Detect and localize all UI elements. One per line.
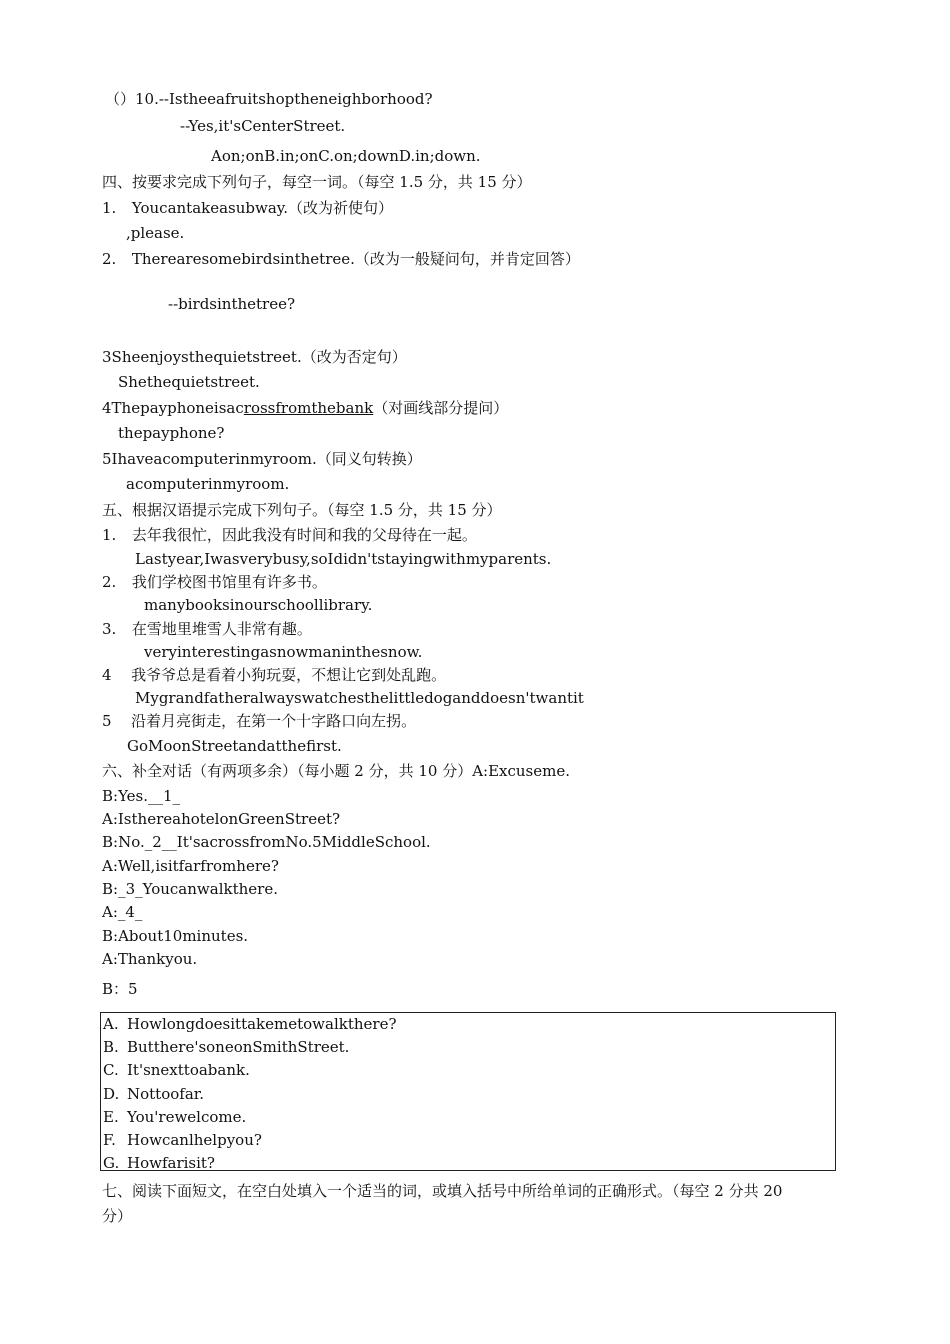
s4-item-4 [102, 398, 508, 418]
options-box [100, 1012, 836, 1171]
item-number: 5 [102, 712, 112, 730]
s5-item-5-en: GoMoonStreetandatthefirst. [127, 737, 342, 755]
option-letter: A. [103, 1015, 119, 1033]
item-chinese: 我爷爷总是看着小狗玩耍，不想让它到处乱跑。 [131, 666, 447, 684]
s4-item-2 [102, 249, 580, 269]
section7-heading-cont: 分） [102, 1207, 133, 1225]
item-text: Youcantakeasubway.（改为祈使句） [131, 199, 394, 217]
option-text: Howcanlhelpyou? [127, 1131, 262, 1149]
option-letter: B. [103, 1038, 119, 1056]
item-text: Therearesomebirdsinthetree.（改为一般疑问句，并肯定回答） [131, 250, 580, 268]
dialogue-line: B:About10minutes. [102, 927, 249, 945]
s5-item-4-cn [102, 665, 446, 685]
s5-item-1-cn [102, 525, 477, 545]
option-text: Nottoofar. [127, 1085, 205, 1103]
item-text-pre: 4Thepayphoneisac [102, 399, 244, 417]
s5-item-5-cn [102, 711, 416, 731]
option-letter: F. [103, 1131, 116, 1149]
option-d [103, 1084, 204, 1104]
dialogue-line: A:Well,isitfarfromhere? [102, 857, 279, 875]
item-number: 1. [102, 199, 117, 217]
item-number: 2. [102, 573, 117, 591]
s4-item-4-answer: thepayphone? [118, 424, 225, 442]
option-e [103, 1107, 246, 1127]
dialogue-line: B：5 [102, 980, 138, 998]
dialogue-line: B:No._2__It'sacrossfromNo.5MiddleSchool. [102, 833, 431, 851]
s5-item-3-en: veryinterestingasnowmaninthesnow. [144, 643, 423, 661]
option-text: It'snexttoabank. [127, 1061, 250, 1079]
item-chinese: 我们学校图书馆里有许多书。 [131, 573, 327, 591]
q10-answer-line: --Yes,it'sCenterStreet. [180, 117, 346, 135]
option-letter: C. [103, 1061, 119, 1079]
dialogue-line: B:_3_Youcanwalkthere. [102, 880, 278, 898]
section6-heading: 六、补全对话（有两项多余）（每小题 2 分，共 10 分）A:Excuseme. [102, 762, 571, 780]
item-chinese: 去年我很忙，因此我没有时间和我的父母待在一起。 [131, 526, 477, 544]
dialogue-line: A:Thankyou. [102, 950, 198, 968]
item-number: 1. [102, 526, 117, 544]
section4-heading: 四、按要求完成下列句子，每空一词。（每空 1.5 分，共 15 分） [102, 173, 532, 191]
item-number: 3. [102, 620, 117, 638]
s4-item-1 [102, 198, 393, 218]
option-text: Howlongdoesittakemetowalkthere? [127, 1015, 397, 1033]
s4-item-2-answer: --birdsinthetree? [168, 295, 296, 313]
option-letter: E. [103, 1108, 119, 1126]
item-number: 2. [102, 250, 117, 268]
item-chinese: 在雪地里堆雪人非常有趣。 [131, 620, 312, 638]
option-text: You'rewelcome. [127, 1108, 247, 1126]
s5-item-2-cn [102, 572, 327, 592]
underlined-phrase: rossfromthebank [243, 399, 374, 417]
section7-heading: 七、阅读下面短文，在空白处填入一个适当的词，或填入括号中所给单词的正确形式。（每空 2 分共 20 [102, 1182, 783, 1200]
s5-item-2-en: manybooksinourschoollibrary. [144, 596, 373, 614]
option-text: Howfarisit? [127, 1154, 215, 1172]
option-g [103, 1153, 215, 1173]
option-letter: G. [103, 1154, 120, 1172]
option-letter: D. [103, 1085, 120, 1103]
item-number: 4 [102, 666, 112, 684]
q10-options: Aon;onB.in;onC.on;downD.in;down. [211, 147, 481, 165]
option-a [103, 1014, 397, 1034]
dialogue-line: A:IsthereahotelonGreenStreet? [102, 810, 341, 828]
s4-item-3-answer: Shethequietstreet. [118, 373, 260, 391]
item-text-post: （对画线部分提问） [373, 399, 509, 417]
item-chinese: 沿着月亮街走，在第一个十字路口向左拐。 [131, 712, 417, 730]
section5-heading: 五、根据汉语提示完成下列句子。（每空 1.5 分，共 15 分） [102, 501, 502, 519]
option-text: Butthere'soneonSmithStreet. [127, 1038, 350, 1056]
s5-item-4-en: Mygrandfatheralwayswatchesthelittledoganddoesn'twantit [135, 689, 584, 707]
s4-item-1-answer: ,please. [126, 224, 185, 242]
dialogue-line: A:_4_ [102, 903, 143, 921]
s4-item-5: 5Ihaveacomputerinmyroom.（同义句转换） [102, 450, 422, 468]
option-b [103, 1037, 349, 1057]
q10-question: （）10.--Istheeafruitshoptheneighborhood? [105, 90, 433, 108]
dialogue-line: B:Yes.__1_ [102, 787, 181, 805]
s5-item-3-cn [102, 619, 312, 639]
s4-item-5-answer: acomputerinmyroom. [126, 475, 290, 493]
s5-item-1-en: Lastyear,Iwasverybusy,soIdidn'tstayingwithmyparents. [135, 550, 552, 568]
option-f [103, 1130, 262, 1150]
option-c [103, 1060, 250, 1080]
s4-item-3: 3Sheenjoysthequietstreet.（改为否定句） [102, 348, 407, 366]
